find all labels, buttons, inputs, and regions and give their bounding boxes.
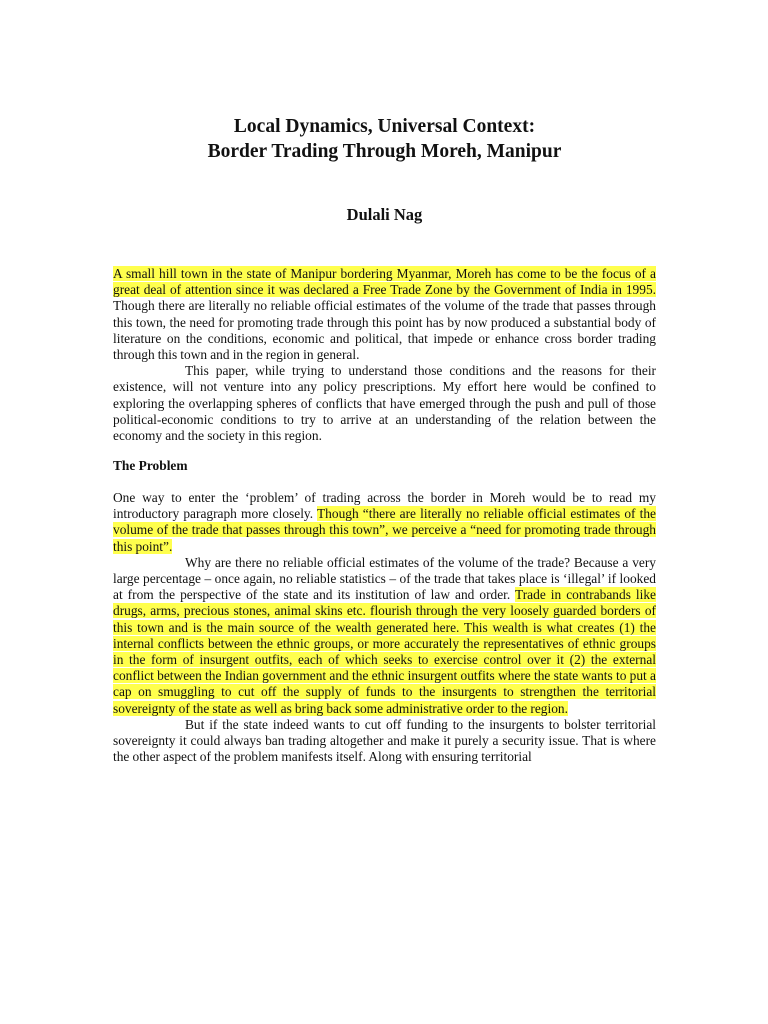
title-line-1: Local Dynamics, Universal Context: xyxy=(233,116,536,137)
problem-paragraph-3: But if the state indeed wants to cut off funding to the insurgents to bolster territorial sovereignty it could always ban trading altogether and make it purely a security issue. That is where the other aspect of the problem manifests itself. Along with ensuring territorial xyxy=(113,716,656,765)
paper-title xyxy=(113,114,656,164)
problem-section xyxy=(113,490,656,765)
paragraph-text: Why are there no reliable official estimates of the volume of the trade? Because a very large percentage – once again, no reliable statistics – of the trade that takes place is ‘illegal’ if looked at from the perspective of the state and its institution of law and order. xyxy=(113,554,656,603)
highlighted-text: A small hill town in the state of Manipur bordering Myanmar, Moreh has come to be the focus of a great deal of attention since it was declared a Free Trade Zone by the Government of India in 1995. xyxy=(113,266,656,298)
author-name: Dulali Nag xyxy=(346,205,423,224)
problem-paragraph-2 xyxy=(113,555,656,717)
title-line-2: Border Trading Through Moreh, Manipur xyxy=(207,141,562,162)
problem-paragraph-1 xyxy=(113,490,656,555)
highlighted-text: Though “there are literally no reliable official estimates of the volume of the trade that passes through this town”, we perceive a “need for promoting trade through this point”. xyxy=(113,506,656,554)
section-heading: The Problem xyxy=(113,458,188,473)
intro-section xyxy=(113,266,656,444)
paragraph-text: Though there are literally no reliable official estimates of the volume of the trade that passes through this town, the need for promoting trade through this point has by now produced a substantial body of literature on the conditions, economic and political, that impede or enhance cross border trading through this town and in the region in general. xyxy=(113,298,656,363)
intro-paragraph-1 xyxy=(113,266,656,363)
highlighted-text: Trade in contrabands like drugs, arms, precious stones, animal skins etc. flourish through the very loosely guarded borders of this town and is the main source of the wealth generated here. This wealth is what creates (1) the internal conflicts between the ethnic groups, or more accurately the representatives of ethnic groups in the form of insurgent outfits, each of which seeks to exercise control over it (2) the external conflict between the Indian government and the ethnic insurgent outfits where the state wants to put a cap on smuggling to cut off the supply of funds to the insurgents to strengthen the territorial sovereignty of the state as well as bring back some administrative order to the region. xyxy=(113,587,656,716)
intro-paragraph-2: This paper, while trying to understand those conditions and the reasons for their existence, will not venture into any policy prescriptions. My effort here would be confined to exploring the overlapping spheres of conflicts that have emerged through the push and pull of those political-economic conditions to try to arrive at an understanding of the relation between the economy and the society in this region. xyxy=(113,363,656,444)
paragraph-text: One way to enter the ‘problem’ of trading across the border in Moreh would be to read my introductory paragraph more closely. xyxy=(113,490,656,522)
